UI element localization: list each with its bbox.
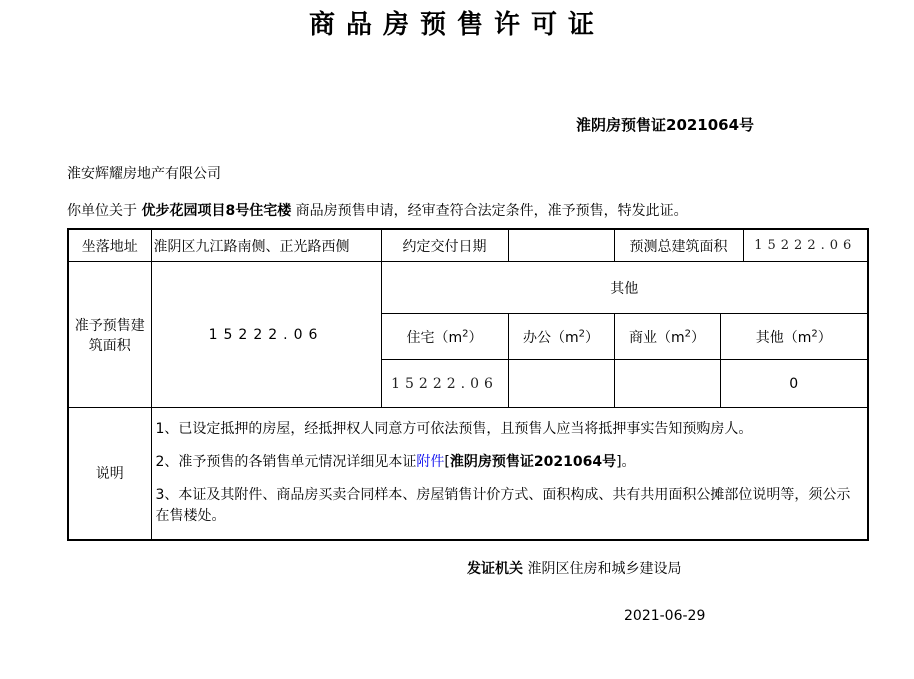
intro-sentence [67, 200, 688, 220]
location-value: 淮阴区九江路南侧、正光路西侧 [151, 229, 381, 262]
issuer-value: 淮阴区住房和城乡建设局 [527, 561, 682, 577]
residential-value: 15222.06 [381, 360, 508, 408]
commercial-col-header: 商业$(m^2)$ [614, 314, 720, 360]
intro-prefix: 你单位关于 [67, 203, 137, 219]
permit-table [67, 228, 869, 541]
residential-col-header: 住宅$(m^2)$ [381, 314, 508, 360]
issuing-authority [467, 558, 681, 578]
delivery-date-label: 约定交付日期 [381, 229, 508, 262]
office-col-header: 办公$(m^2)$ [508, 314, 614, 360]
location-label: 坐落地址 [68, 229, 151, 262]
commercial-value [614, 360, 720, 408]
note-2: 2、准予预售的各销售单元情况详细见本证附件[淮阴房预售证2021064号]。 [155, 454, 636, 471]
intro-suffix: 商品房预售申请，经审查符合法定条件，准予预售，特发此证。 [295, 203, 688, 219]
company-name: 淮安辉耀房地产有限公司 [67, 166, 221, 182]
note-1: 1、已设定抵押的房屋，经抵押权人同意方可依法预售，且预售人应当将抵押事实告知预购房人。 [155, 421, 753, 438]
attachment-link[interactable]: 附件 [416, 454, 445, 471]
certificate-number: 淮阴房预售证2021064号 [576, 116, 755, 134]
notes-content [151, 408, 868, 540]
issue-date: 2021-06-29 [624, 608, 706, 624]
page-title: 商品房预售许可证 [308, 10, 605, 40]
other-header: 其他 [381, 262, 868, 314]
issuer-label: 发证机关 [467, 561, 523, 577]
total-area-label: 预测总建筑面积 [615, 230, 744, 261]
note-3: 3、本证及其附件、商品房买卖合同样本、房屋销售计价方式、面积构成、共有共用面积公摊部位说明等，须公示在售楼处。 [155, 487, 851, 525]
delivery-date-value [508, 229, 614, 262]
approved-area-value: 15222.06 [151, 262, 381, 408]
project-name: 优步花园项目8号住宅楼 [141, 203, 292, 219]
total-area-value: 15222.06 [754, 238, 857, 253]
office-value [508, 360, 614, 408]
other-col-header: 其他$(m^2)$ [720, 314, 868, 360]
notes-label: 说明 [68, 408, 151, 540]
other-value: 0 [720, 360, 868, 408]
approved-area-label: 准予预售建筑面积 [68, 262, 151, 408]
